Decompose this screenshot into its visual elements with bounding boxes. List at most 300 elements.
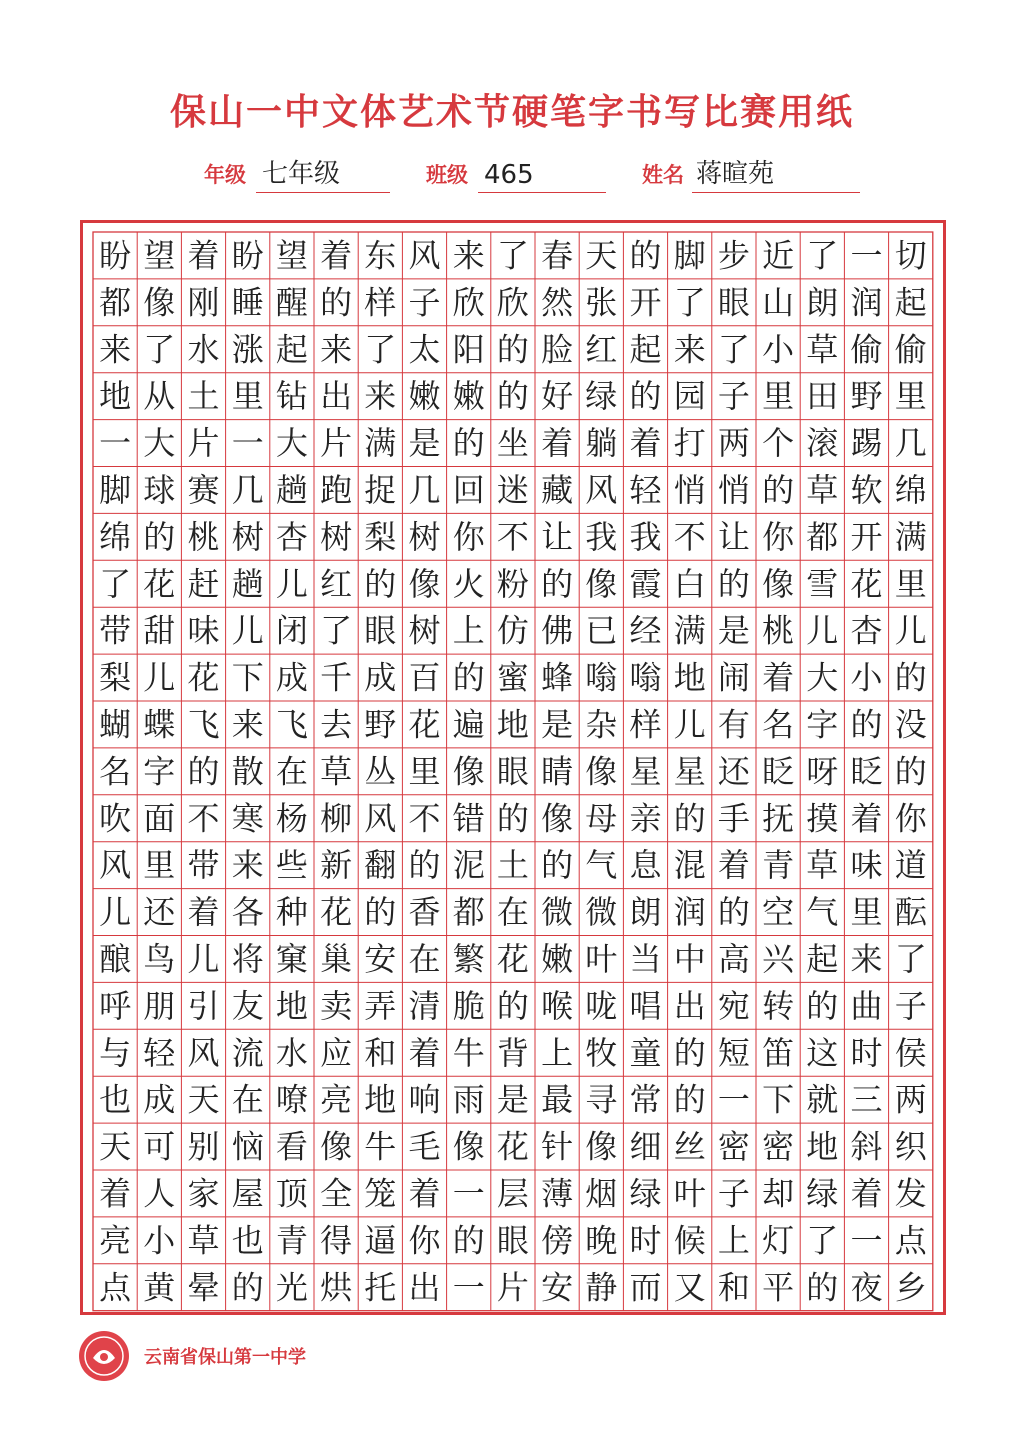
grid-cell-character: 杏 — [275, 517, 308, 556]
grid-cell-character: 了 — [364, 330, 397, 369]
grid-cell-character: 几 — [408, 470, 441, 509]
school-emblem-icon — [78, 1330, 130, 1382]
grid-cell-character: 赶 — [187, 564, 220, 603]
grid-cell-character: 像 — [585, 1127, 618, 1166]
name-value: 蒋暄苑 — [696, 159, 775, 189]
name-field — [642, 157, 860, 193]
grid-cell-character: 天 — [585, 236, 618, 275]
grid-cell-character: 息 — [629, 846, 662, 885]
grid-cell-character: 来 — [320, 330, 353, 369]
grid-cell-character: 人 — [143, 1174, 176, 1213]
grid-cell-character: 味 — [850, 846, 883, 885]
grid-cell-character: 绿 — [806, 1174, 839, 1213]
grid-cell-character: 大 — [275, 424, 308, 463]
grid-cell-character: 两 — [894, 1080, 927, 1119]
grid-cell-character: 响 — [408, 1080, 441, 1119]
grid-cell-character: 绿 — [629, 1174, 662, 1213]
grid-cell-character: 味 — [187, 611, 220, 650]
grid-cell-character: 眼 — [364, 611, 397, 650]
grid-cell-character: 嫩 — [452, 377, 485, 416]
grid-cell-character: 满 — [364, 424, 397, 463]
grid-cell-character: 杂 — [585, 705, 618, 744]
grid-cell-character: 嫩 — [541, 939, 574, 978]
grid-cell-character: 是 — [541, 705, 574, 744]
grid-cell-character: 天 — [99, 1127, 132, 1166]
grid-cell-character: 着 — [541, 424, 574, 463]
grid-cell-character: 儿 — [806, 611, 839, 650]
grid-cell-character: 道 — [894, 846, 927, 885]
writing-grid — [80, 220, 946, 1315]
grid-cell-character: 混 — [673, 846, 706, 885]
class-value: 465 — [484, 160, 534, 190]
grid-cell-character: 田 — [806, 377, 839, 416]
grid-cell-character: 春 — [541, 236, 574, 275]
grid-cell-character: 杏 — [850, 611, 883, 650]
grid-cell-character: 手 — [717, 799, 750, 838]
class-label: 班级 — [426, 162, 468, 187]
grid-cell-character: 地 — [673, 658, 706, 697]
grid-cell-character: 水 — [187, 330, 220, 369]
grid-cell-character: 气 — [806, 893, 839, 932]
grid-cell-character: 野 — [364, 705, 397, 744]
grid-cell-character: 个 — [762, 424, 795, 463]
grid-cell-character: 像 — [585, 752, 618, 791]
grid-cell-character: 的 — [320, 283, 353, 322]
grid-cell-character: 晕 — [187, 1268, 220, 1307]
grid-cell-character: 雪 — [806, 564, 839, 603]
grid-cell-character: 柳 — [320, 799, 353, 838]
grid-canvas — [83, 223, 943, 1312]
grid-cell-character: 草 — [806, 846, 839, 885]
grid-cell-character: 满 — [673, 611, 706, 650]
grid-cell-character: 起 — [275, 330, 308, 369]
grid-cell-character: 青 — [762, 846, 795, 885]
grid-cell-character: 盼 — [99, 236, 132, 275]
grid-cell-character: 的 — [717, 893, 750, 932]
grid-cell-character: 时 — [850, 1033, 883, 1072]
grid-cell-character: 天 — [187, 1080, 220, 1119]
page-title: 保山一中文体艺术节硬笔字书写比赛用纸 — [169, 91, 854, 133]
grid-cell-character: 花 — [187, 658, 220, 697]
grid-cell-character: 你 — [762, 517, 795, 556]
grid-cell-character: 不 — [408, 799, 441, 838]
grid-cell-character: 托 — [364, 1268, 397, 1307]
grid-cell-character: 名 — [99, 752, 132, 791]
grid-cell-character: 悄 — [673, 470, 706, 509]
grid-cell-character: 不 — [496, 517, 529, 556]
grid-cell-character: 眨 — [850, 752, 883, 791]
grid-cell-character: 红 — [585, 330, 618, 369]
school-name: 云南省保山第一中学 — [144, 1347, 306, 1368]
grid-cell-character: 千 — [320, 658, 353, 697]
grid-cell-character: 的 — [364, 893, 397, 932]
grid-cell-character: 花 — [320, 893, 353, 932]
grid-cell-character: 别 — [187, 1127, 220, 1166]
grid-cell-character: 像 — [762, 564, 795, 603]
grid-cell-character: 成 — [143, 1080, 176, 1119]
grid-cell-character: 逼 — [364, 1221, 397, 1260]
grid-cell-character: 乡 — [894, 1268, 927, 1307]
grid-cell-character: 阳 — [452, 330, 485, 369]
grid-cell-character: 杨 — [275, 799, 308, 838]
grid-cell-character: 不 — [673, 517, 706, 556]
grid-cell-character: 面 — [143, 799, 176, 838]
grid-cell-character: 青 — [275, 1221, 308, 1260]
grid-cell-character: 花 — [496, 939, 529, 978]
grid-cell-character: 下 — [231, 658, 264, 697]
grid-cell-character: 大 — [143, 424, 176, 463]
grid-cell-character: 地 — [99, 377, 132, 416]
grid-cell-character: 将 — [231, 939, 264, 978]
grid-cell-character: 叶 — [585, 939, 618, 978]
grade-underline — [256, 192, 390, 193]
grid-cell-character: 树 — [408, 611, 441, 650]
grid-cell-character: 三 — [850, 1080, 883, 1119]
grid-cell-character: 闹 — [717, 658, 750, 697]
grid-cell-character: 欣 — [496, 283, 529, 322]
grid-cell-character: 的 — [496, 377, 529, 416]
grid-cell-character: 常 — [629, 1080, 662, 1119]
grid-cell-character: 繁 — [452, 939, 485, 978]
grid-cell-character: 酿 — [99, 939, 132, 978]
grid-cell-character: 满 — [894, 517, 927, 556]
grid-cell-character: 抚 — [762, 799, 795, 838]
grid-cell-character: 是 — [717, 611, 750, 650]
grid-cell-character: 来 — [99, 330, 132, 369]
grid-cell-character: 子 — [717, 377, 750, 416]
grid-cell-character: 起 — [629, 330, 662, 369]
grid-cell-character: 几 — [231, 470, 264, 509]
grid-cell-character: 翻 — [364, 846, 397, 885]
grid-cell-character: 飞 — [275, 705, 308, 744]
grid-cell-character: 儿 — [187, 939, 220, 978]
grid-cell-character: 的 — [452, 1221, 485, 1260]
grid-cell-character: 踢 — [850, 424, 883, 463]
grid-cell-character: 丛 — [364, 752, 397, 791]
grid-cell-character: 小 — [850, 658, 883, 697]
grid-cell-character: 眼 — [496, 752, 529, 791]
grid-cell-character: 趟 — [231, 564, 264, 603]
grid-cell-character: 树 — [320, 517, 353, 556]
grid-cell-character: 朗 — [629, 893, 662, 932]
grid-cell-character: 静 — [585, 1268, 618, 1307]
grid-cell-character: 花 — [143, 564, 176, 603]
grade-label: 年级 — [204, 162, 246, 187]
grid-cell-character: 和 — [717, 1268, 750, 1307]
grid-cell-character: 水 — [275, 1033, 308, 1072]
grid-cell-character: 润 — [850, 283, 883, 322]
grid-cell-character: 在 — [231, 1080, 264, 1119]
grid-cell-character: 当 — [629, 939, 662, 978]
grid-cell-character: 着 — [850, 1174, 883, 1213]
grid-cell-character: 与 — [99, 1033, 132, 1072]
grid-cell-character: 蜜 — [496, 658, 529, 697]
grid-cell-character: 的 — [762, 470, 795, 509]
grid-cell-character: 各 — [231, 893, 264, 932]
grid-cell-character: 球 — [143, 470, 176, 509]
grid-cell-character: 出 — [408, 1268, 441, 1307]
grid-cell-character: 微 — [541, 893, 574, 932]
grid-cell-character: 儿 — [99, 893, 132, 932]
grid-cell-character: 绿 — [585, 377, 618, 416]
grid-cell-character: 绵 — [99, 517, 132, 556]
grid-cell-character: 兴 — [762, 939, 795, 978]
grid-cell-character: 的 — [541, 846, 574, 885]
grid-cell-character: 百 — [408, 658, 441, 697]
grid-cell-character: 花 — [408, 705, 441, 744]
grid-cell-character: 野 — [850, 377, 883, 416]
grid-cell-character: 一 — [717, 1080, 750, 1119]
grid-cell-character: 像 — [143, 283, 176, 322]
grid-cell-character: 步 — [717, 236, 750, 275]
grid-cell-character: 空 — [762, 893, 795, 932]
grid-cell-character: 蝴 — [99, 705, 132, 744]
grid-cell-character: 恼 — [231, 1127, 264, 1166]
grid-cell-character: 雨 — [452, 1080, 485, 1119]
grid-cell-character: 来 — [673, 330, 706, 369]
grid-cell-character: 平 — [762, 1268, 795, 1307]
grid-cell-character: 细 — [629, 1127, 662, 1166]
grid-cell-character: 新 — [320, 846, 353, 885]
grid-cell-character: 坐 — [496, 424, 529, 463]
grid-cell-character: 针 — [541, 1127, 574, 1166]
grid-cell-character: 着 — [850, 799, 883, 838]
grid-cell-character: 着 — [717, 846, 750, 885]
grid-cell-character: 唱 — [629, 986, 662, 1025]
grid-cell-character: 偷 — [894, 330, 927, 369]
grid-cell-character: 你 — [452, 517, 485, 556]
grid-cell-character: 大 — [806, 658, 839, 697]
grid-cell-character: 层 — [496, 1174, 529, 1213]
grid-cell-character: 梨 — [364, 517, 397, 556]
grid-cell-character: 你 — [894, 799, 927, 838]
grid-cell-character: 也 — [231, 1221, 264, 1260]
grid-cell-character: 梨 — [99, 658, 132, 697]
grid-cell-character: 星 — [673, 752, 706, 791]
grid-cell-character: 醒 — [275, 283, 308, 322]
grid-cell-character: 里 — [894, 564, 927, 603]
grid-cell-character: 一 — [850, 1221, 883, 1260]
grid-cell-character: 着 — [187, 236, 220, 275]
grid-cell-character: 眨 — [762, 752, 795, 791]
grid-cell-character: 来 — [231, 705, 264, 744]
grid-cell-character: 来 — [452, 236, 485, 275]
name-label: 姓名 — [642, 162, 684, 187]
grid-cell-character: 让 — [541, 517, 574, 556]
grid-cell-character: 红 — [320, 564, 353, 603]
grid-cell-character: 刚 — [187, 283, 220, 322]
grid-cell-character: 的 — [629, 377, 662, 416]
grade-field — [204, 157, 390, 193]
grid-cell-character: 桃 — [187, 517, 220, 556]
grid-cell-character: 又 — [673, 1268, 706, 1307]
grid-cell-character: 润 — [673, 893, 706, 932]
grid-cell-character: 咙 — [585, 986, 618, 1025]
grid-cell-character: 脆 — [452, 986, 485, 1025]
grid-cell-character: 你 — [408, 1221, 441, 1260]
grid-cell-character: 了 — [806, 1221, 839, 1260]
grid-cell-character: 了 — [717, 330, 750, 369]
grid-cell-character: 亮 — [320, 1080, 353, 1119]
grid-cell-character: 的 — [187, 752, 220, 791]
grid-cell-character: 巢 — [320, 939, 353, 978]
grid-cell-character: 闭 — [275, 611, 308, 650]
grid-cell-character: 子 — [408, 283, 441, 322]
grid-cell-character: 蜂 — [541, 658, 574, 697]
grid-cell-character: 像 — [408, 564, 441, 603]
grid-cell-character: 吹 — [99, 799, 132, 838]
grid-cell-character: 散 — [231, 752, 264, 791]
grid-cell-character: 的 — [143, 517, 176, 556]
grid-cell-character: 不 — [187, 799, 220, 838]
grid-cell-character: 去 — [320, 705, 353, 744]
class-underline — [478, 192, 606, 193]
grid-cell-character: 屋 — [231, 1174, 264, 1213]
grid-cell-character: 是 — [496, 1080, 529, 1119]
grid-cell-character: 的 — [496, 330, 529, 369]
grid-cell-character: 花 — [496, 1127, 529, 1166]
grid-cell-character: 呀 — [806, 752, 839, 791]
grid-cell-character: 睛 — [541, 752, 574, 791]
grid-cell-character: 树 — [231, 517, 264, 556]
grid-cell-character: 绵 — [894, 470, 927, 509]
grid-cell-character: 上 — [541, 1033, 574, 1072]
grid-cell-character: 白 — [673, 564, 706, 603]
grid-cell-character: 眼 — [496, 1221, 529, 1260]
grid-cell-character: 织 — [894, 1127, 927, 1166]
grid-cell-character: 火 — [452, 564, 485, 603]
grid-cell-character: 太 — [408, 330, 441, 369]
grid-cell-character: 短 — [717, 1033, 750, 1072]
grid-cell-character: 起 — [806, 939, 839, 978]
grid-cell-character: 儿 — [275, 564, 308, 603]
grid-cell-character: 都 — [99, 283, 132, 322]
grid-cell-character: 滚 — [806, 424, 839, 463]
grid-cell-character: 让 — [717, 517, 750, 556]
grid-cell-character: 悄 — [717, 470, 750, 509]
grid-cell-character: 躺 — [585, 424, 618, 463]
grid-cell-character: 带 — [99, 611, 132, 650]
grid-cell-character: 趟 — [275, 470, 308, 509]
grid-cell-character: 的 — [452, 658, 485, 697]
grid-cell-character: 了 — [99, 564, 132, 603]
grid-cell-character: 小 — [762, 330, 795, 369]
grid-cell-character: 一 — [452, 1268, 485, 1307]
grid-cell-character: 树 — [408, 517, 441, 556]
grid-cell-character: 微 — [585, 893, 618, 932]
grid-cell-character: 花 — [850, 564, 883, 603]
grid-cell-character: 软 — [850, 470, 883, 509]
grid-cell-character: 着 — [408, 1174, 441, 1213]
grid-cell-character: 经 — [629, 611, 662, 650]
grid-cell-character: 在 — [408, 939, 441, 978]
grid-cell-character: 欣 — [452, 283, 485, 322]
grid-cell-character: 风 — [408, 236, 441, 275]
grid-cell-character: 从 — [143, 377, 176, 416]
grid-cell-character: 喉 — [541, 986, 574, 1025]
grid-cell-character: 安 — [364, 939, 397, 978]
grid-cell-character: 回 — [452, 470, 485, 509]
grid-cell-character: 烘 — [320, 1268, 353, 1307]
grid-cell-character: 薄 — [541, 1174, 574, 1213]
grid-cell-character: 光 — [275, 1268, 308, 1307]
grid-cell-character: 傍 — [541, 1221, 574, 1260]
grid-cell-character: 嗡 — [629, 658, 662, 697]
grid-cell-character: 晚 — [585, 1221, 618, 1260]
grid-cell-character: 风 — [99, 846, 132, 885]
grid-cell-character: 星 — [629, 752, 662, 791]
grid-cell-character: 像 — [320, 1127, 353, 1166]
grid-cell-character: 泥 — [452, 846, 485, 885]
grid-cell-character: 的 — [806, 1268, 839, 1307]
grid-cell-character: 中 — [673, 939, 706, 978]
grid-cell-character: 儿 — [894, 611, 927, 650]
grid-cell-character: 的 — [673, 1033, 706, 1072]
grid-cell-character: 了 — [496, 236, 529, 275]
grid-cell-character: 出 — [320, 377, 353, 416]
grid-cell-character: 夜 — [850, 1268, 883, 1307]
grid-cell-character: 安 — [541, 1268, 574, 1307]
grid-cell-character: 偷 — [850, 330, 883, 369]
grid-cell-character: 的 — [673, 1080, 706, 1119]
grid-cell-character: 土 — [496, 846, 529, 885]
grid-cell-character: 在 — [496, 893, 529, 932]
grid-cell-character: 桃 — [762, 611, 795, 650]
grid-cell-character: 时 — [629, 1221, 662, 1260]
grid-cell-character: 几 — [894, 424, 927, 463]
grid-cell-character: 字 — [806, 705, 839, 744]
grade-value: 七年级 — [262, 159, 341, 189]
grid-cell-character: 甜 — [143, 611, 176, 650]
grid-cell-character: 像 — [452, 752, 485, 791]
grid-cell-character: 香 — [408, 893, 441, 932]
grid-cell-character: 就 — [806, 1080, 839, 1119]
grid-cell-character: 应 — [320, 1033, 353, 1072]
grid-cell-character: 土 — [187, 377, 220, 416]
grid-cell-character: 可 — [143, 1127, 176, 1166]
grid-cell-character: 都 — [452, 893, 485, 932]
grid-cell-character: 佛 — [541, 611, 574, 650]
grid-cell-character: 的 — [894, 752, 927, 791]
grid-cell-character: 错 — [452, 799, 485, 838]
grid-cell-character: 开 — [850, 517, 883, 556]
grid-cell-character: 来 — [231, 846, 264, 885]
grid-cell-character: 片 — [187, 424, 220, 463]
grid-cell-character: 嫩 — [408, 377, 441, 416]
grid-cell-character: 笼 — [364, 1174, 397, 1213]
grid-cell-character: 子 — [894, 986, 927, 1025]
grid-cell-character: 粉 — [496, 564, 529, 603]
grid-cell-character: 嗡 — [585, 658, 618, 697]
grid-cell-character: 园 — [673, 377, 706, 416]
grid-cell-character: 着 — [762, 658, 795, 697]
grid-cell-character: 呼 — [99, 986, 132, 1025]
grid-cell-character: 嘹 — [275, 1080, 308, 1119]
grid-cell-character: 霞 — [629, 564, 662, 603]
grid-cell-character: 还 — [143, 893, 176, 932]
grid-cell-character: 开 — [629, 283, 662, 322]
grid-cell-character: 着 — [99, 1174, 132, 1213]
grid-cell-character: 的 — [496, 986, 529, 1025]
grid-cell-character: 点 — [99, 1268, 132, 1307]
grid-cell-character: 了 — [673, 283, 706, 322]
grid-cell-character: 像 — [541, 799, 574, 838]
grid-cell-character: 流 — [231, 1033, 264, 1072]
grid-cell-character: 寻 — [585, 1080, 618, 1119]
grid-cell-character: 成 — [275, 658, 308, 697]
grid-cell-character: 卖 — [320, 986, 353, 1025]
grid-cell-character: 里 — [231, 377, 264, 416]
